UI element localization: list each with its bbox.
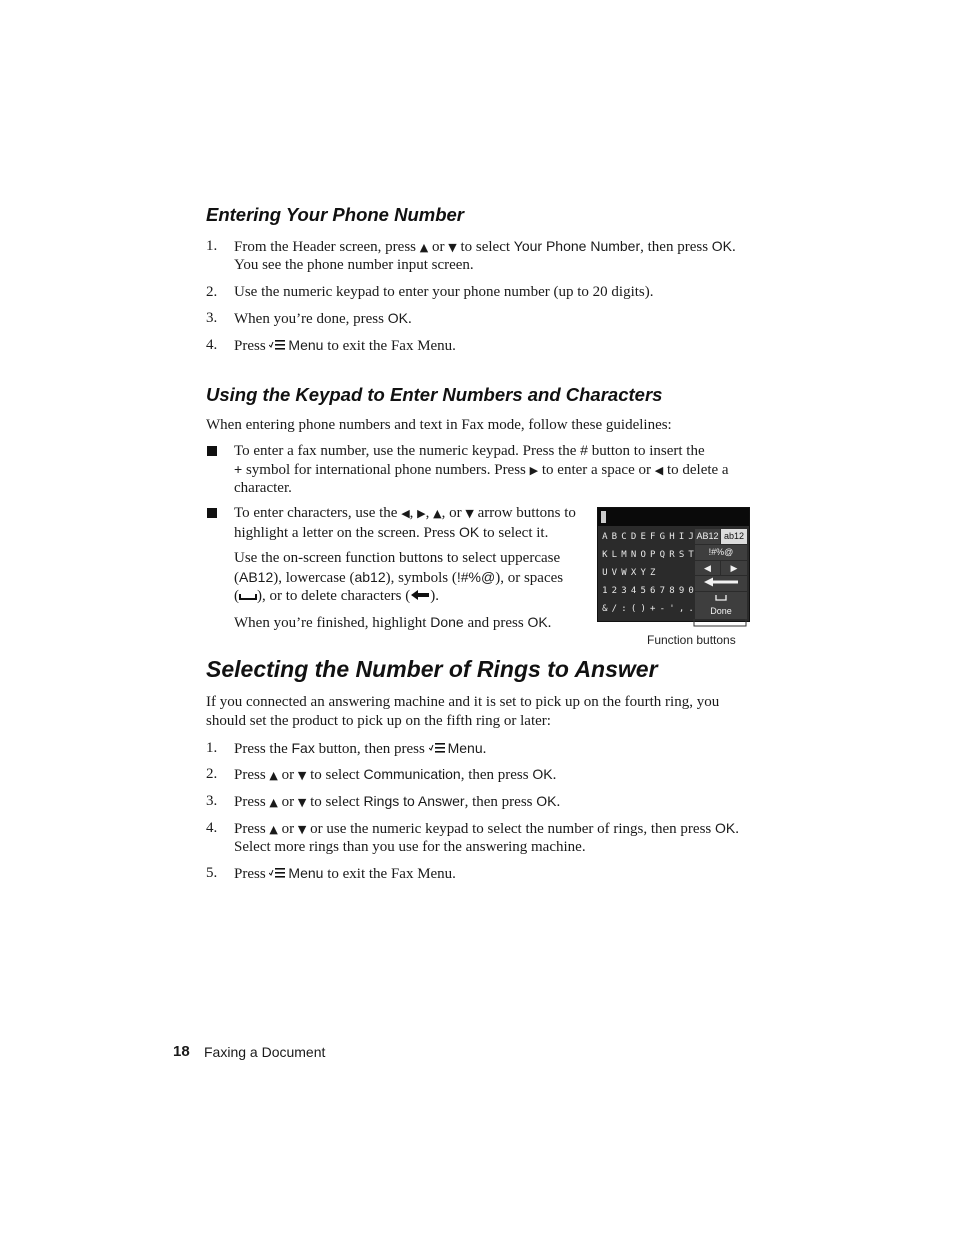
step-text: Press Menu to exit the Fax Menu. xyxy=(234,865,456,882)
left-arrow-icon: ◀ xyxy=(695,561,720,575)
keyboard-key: : xyxy=(621,604,627,614)
uppercase-button: AB12 xyxy=(695,529,720,544)
left-arrow-icon: ◀ xyxy=(401,507,410,520)
keyboard-key: 4 xyxy=(630,586,637,596)
space-icon xyxy=(239,589,257,601)
keyboard-key xyxy=(677,565,687,581)
figure-caption: Function buttons xyxy=(647,633,736,647)
space-icon xyxy=(715,594,727,601)
keyboard-key: 9 xyxy=(678,586,685,596)
input-bar xyxy=(598,508,749,526)
keyboard-key: 7 xyxy=(659,586,666,596)
bullet-text: To enter a fax number, use the numeric keypad. Press the # button to insert the xyxy=(234,442,705,459)
keyboard-key xyxy=(667,565,677,581)
para-text: When you’re finished, highlight Done and press OK. xyxy=(234,614,552,631)
keyboard-key: C xyxy=(621,532,627,542)
keyboard-key: 5 xyxy=(640,586,646,596)
keyboard-row xyxy=(600,583,696,599)
step-number: 4. xyxy=(206,337,218,353)
keyboard-key: P xyxy=(650,550,656,560)
up-arrow-icon: ▲ xyxy=(269,769,278,782)
menu-icon xyxy=(269,867,285,879)
keyboard-key: R xyxy=(669,550,675,560)
step-text: When you’re done, press OK. xyxy=(234,310,412,327)
keyboard-key: I xyxy=(678,532,685,542)
step-number: 3. xyxy=(206,310,218,326)
keyboard-row xyxy=(600,529,696,545)
down-arrow-icon: ▼ xyxy=(297,823,307,836)
step-text: Press ▲ or ▼ to select Communication, then press OK. xyxy=(234,766,557,783)
space-button xyxy=(695,592,747,604)
keyboard-row xyxy=(600,547,696,563)
keyboard-key: 3 xyxy=(621,586,627,596)
step-text: From the Header screen, press ▲ or ▼ to select Your Phone Number, then press OK. xyxy=(234,238,736,255)
para-text: (AB12), lowercase (ab12), symbols (!#%@), or spaces xyxy=(234,569,564,586)
keyboard-key: W xyxy=(621,568,627,578)
keyboard-key: ( xyxy=(630,604,637,614)
step-text: Press ▲ or ▼ to select Rings to Answer, then press OK. xyxy=(234,793,561,810)
step-number: 1. xyxy=(206,740,218,756)
down-arrow-icon: ▼ xyxy=(297,796,307,809)
backspace-arrow-icon xyxy=(703,577,739,587)
down-arrow-icon: ▼ xyxy=(465,507,474,520)
backspace-button xyxy=(695,576,747,591)
section-heading-keypad: Using the Keypad to Enter Numbers and Characters xyxy=(206,384,663,405)
bullet-text: character. xyxy=(234,480,292,496)
keyboard-key: Z xyxy=(650,568,656,578)
right-arrow-icon: ▶ xyxy=(721,561,747,575)
keyboard-key: D xyxy=(630,532,637,542)
right-arrow-icon: ▶ xyxy=(529,464,539,477)
keyboard-key: & xyxy=(602,604,608,614)
step-number: 3. xyxy=(206,793,218,809)
step-text: You see the phone number input screen. xyxy=(234,257,474,273)
menu-icon xyxy=(269,339,285,351)
lowercase-button: ab12 xyxy=(721,529,747,544)
backspace-arrow-icon xyxy=(410,589,430,601)
down-arrow-icon: ▼ xyxy=(448,241,457,254)
up-arrow-icon: ▲ xyxy=(433,507,442,520)
up-arrow-icon: ▲ xyxy=(269,823,278,836)
intro-text: should set the product to pick up on the fifth ring or later: xyxy=(206,713,551,729)
keyboard-row xyxy=(600,565,696,581)
keyboard-key: Y xyxy=(640,568,646,578)
step-number: 4. xyxy=(206,820,218,836)
keyboard-key: N xyxy=(630,550,637,560)
keyboard-key: . xyxy=(688,604,694,614)
keyboard-key: / xyxy=(611,604,618,614)
caption-bracket xyxy=(693,619,747,629)
para-text: Use the on-screen function buttons to select uppercase xyxy=(234,550,561,566)
step-number: 1. xyxy=(206,238,218,254)
keyboard-row xyxy=(600,601,696,617)
menu-icon xyxy=(429,742,445,754)
section-heading-rings: Selecting the Number of Rings to Answer xyxy=(206,656,658,682)
step-text: Select more rings than you use for the answering machine. xyxy=(234,839,586,855)
intro-text: If you connected an answering machine and it is set to pick up on the fourth ring, you xyxy=(206,694,720,710)
step-text: Press the Fax button, then press Menu. xyxy=(234,740,487,757)
bullet-text: + symbol for international phone numbers. Press ▶ to enter a space or ◀ to delete a xyxy=(234,461,729,478)
keyboard-key: ) xyxy=(640,604,646,614)
keyboard-key: + xyxy=(650,604,656,614)
text-cursor xyxy=(601,511,606,523)
step-text: Use the numeric keypad to enter your phone number (up to 20 digits). xyxy=(234,284,654,300)
keyboard-key: H xyxy=(669,532,675,542)
step-text: Press ▲ or ▼ or use the numeric keypad to select the number of rings, then press OK. xyxy=(234,820,739,837)
keyboard-key: 1 xyxy=(602,586,608,596)
keyboard-key: L xyxy=(611,550,618,560)
step-number: 2. xyxy=(206,284,218,300)
keyboard-key: - xyxy=(659,604,666,614)
keyboard-key: J xyxy=(688,532,694,542)
keyboard-key: ' xyxy=(669,604,675,614)
keyboard-screen-figure xyxy=(597,507,750,622)
keyboard-key: M xyxy=(621,550,627,560)
section-heading-phone-number: Entering Your Phone Number xyxy=(206,204,464,225)
keyboard-key: 6 xyxy=(650,586,656,596)
keyboard-key: T xyxy=(688,550,694,560)
keyboard-key: O xyxy=(640,550,646,560)
keyboard-key: K xyxy=(602,550,608,560)
keyboard-key: B xyxy=(611,532,618,542)
keyboard-key: X xyxy=(630,568,637,578)
keyboard-key: Q xyxy=(659,550,666,560)
symbols-button: !#%@ xyxy=(695,545,747,560)
keyboard-key: V xyxy=(611,568,618,578)
keyboard-key: 8 xyxy=(669,586,675,596)
bullet-marker xyxy=(207,508,217,518)
keyboard-key: E xyxy=(640,532,646,542)
intro-text: When entering phone numbers and text in Fax mode, follow these guidelines: xyxy=(206,417,672,433)
step-number: 2. xyxy=(206,766,218,782)
down-arrow-icon: ▼ xyxy=(297,769,307,782)
keyboard-key: 0 xyxy=(688,586,694,596)
keyboard-key: G xyxy=(659,532,666,542)
keyboard-key xyxy=(658,565,668,581)
up-arrow-icon: ▲ xyxy=(419,241,429,254)
step-text: Press Menu to exit the Fax Menu. xyxy=(234,337,456,354)
keyboard-key: , xyxy=(678,604,685,614)
page-number: 18 xyxy=(173,1043,190,1060)
keyboard-key: F xyxy=(650,532,656,542)
keyboard-key: 2 xyxy=(611,586,618,596)
keyboard-key: U xyxy=(602,568,608,578)
keyboard-key: S xyxy=(678,550,685,560)
step-number: 5. xyxy=(206,865,218,881)
done-button: Done xyxy=(695,604,747,619)
left-arrow-icon: ◀ xyxy=(654,464,664,477)
right-arrow-icon: ▶ xyxy=(417,507,426,520)
footer-title: Faxing a Document xyxy=(204,1044,326,1060)
up-arrow-icon: ▲ xyxy=(269,796,278,809)
para-text: ( ), or to delete characters ( ). xyxy=(234,588,439,604)
keyboard-key: A xyxy=(602,532,608,542)
bullet-text: highlight a letter on the screen. Press OK to select it. xyxy=(234,524,549,541)
bullet-marker xyxy=(207,446,217,456)
bullet-text: To enter characters, use the ◀, ▶, ▲, or ▼ arrow buttons to xyxy=(234,505,576,521)
